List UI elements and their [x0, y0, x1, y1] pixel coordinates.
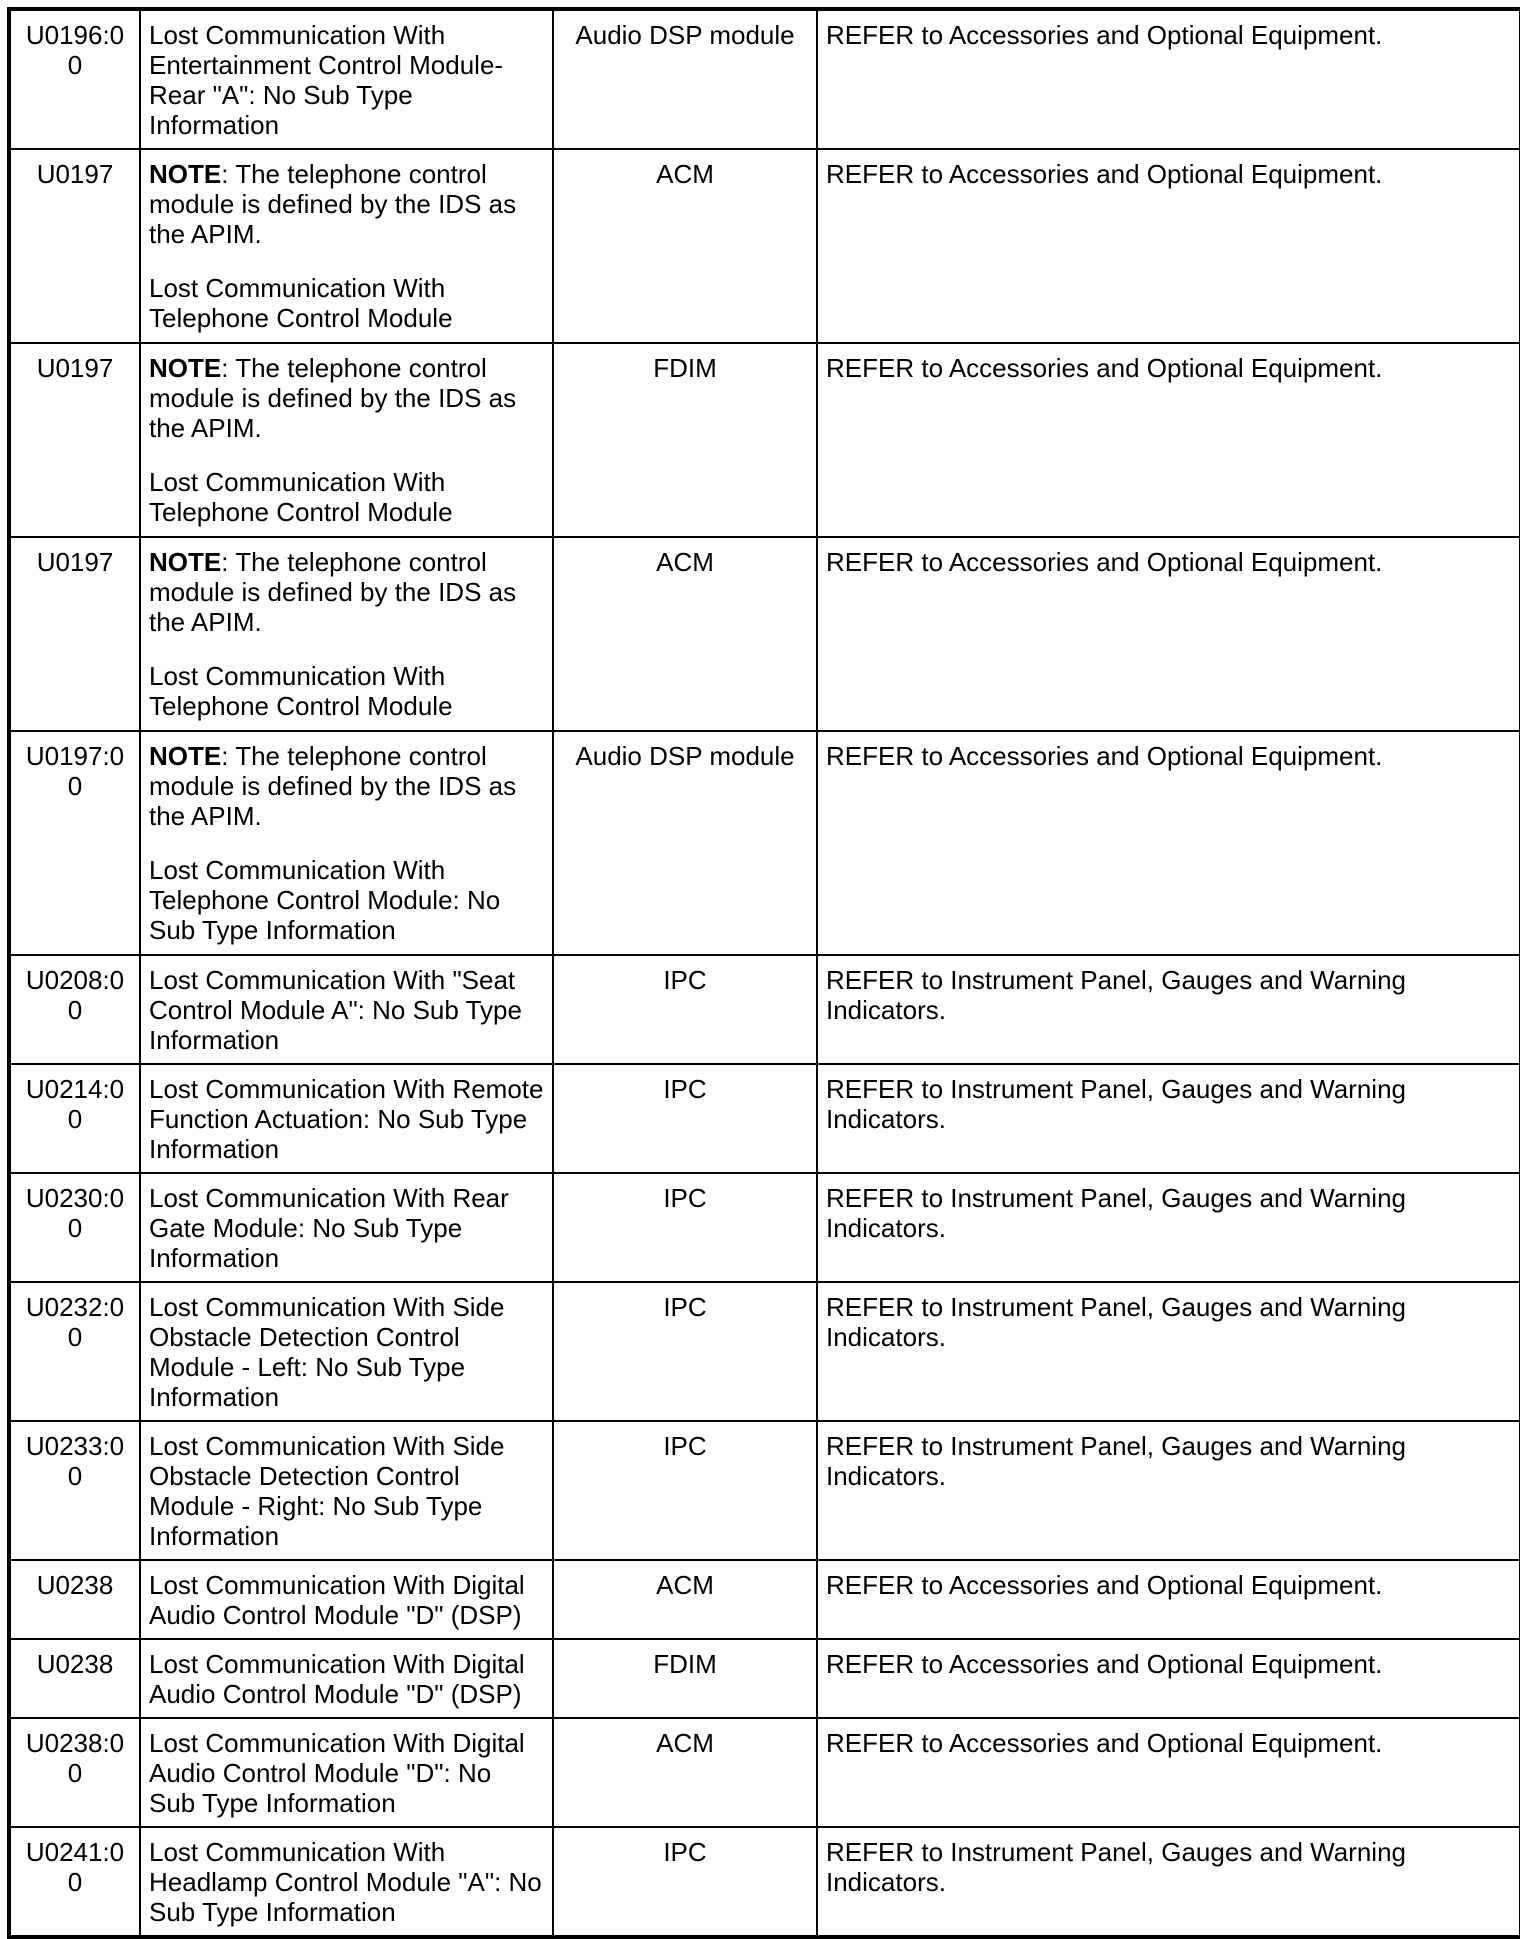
dtc-description-cell: Lost Communication With "Seat Control Module A": No Sub Type Information — [140, 955, 553, 1064]
dtc-action-cell: REFER to Accessories and Optional Equipment. — [817, 1718, 1520, 1827]
table-row — [9, 1827, 1520, 1937]
dtc-description-cell — [140, 731, 553, 955]
table-row — [9, 1421, 1520, 1560]
dtc-module-cell: ACM — [553, 149, 817, 343]
dtc-description-cell: Lost Communication With Side Obstacle Detection Control Module - Left: No Sub Type Information — [140, 1282, 553, 1421]
dtc-code-cell: U0238 — [9, 1560, 140, 1639]
dtc-action-cell: REFER to Accessories and Optional Equipment. — [817, 1560, 1520, 1639]
dtc-module-cell: IPC — [553, 1421, 817, 1560]
dtc-description-text: Lost Communication With Telephone Control Module: No Sub Type Information — [149, 855, 501, 945]
dtc-description-cell: Lost Communication With Digital Audio Control Module "D" (DSP) — [140, 1560, 553, 1639]
dtc-module-cell: IPC — [553, 1173, 817, 1282]
table-row — [9, 1639, 1520, 1718]
dtc-module-cell: ACM — [553, 1560, 817, 1639]
note-paragraph: NOTE: The telephone control module is defined by the IDS as the APIM. — [149, 547, 517, 637]
dtc-module-cell: IPC — [553, 955, 817, 1064]
dtc-action-cell: REFER to Instrument Panel, Gauges and Warning Indicators. — [817, 1282, 1520, 1421]
table-row — [9, 1064, 1520, 1173]
dtc-code-cell: U0241:00 — [9, 1827, 140, 1937]
dtc-code-cell: U0238 — [9, 1639, 140, 1718]
note-label: NOTE — [149, 159, 222, 189]
dtc-action-cell: REFER to Accessories and Optional Equipment. — [817, 731, 1520, 955]
table-row — [9, 955, 1520, 1064]
dtc-code-cell: U0232:00 — [9, 1282, 140, 1421]
note-paragraph: NOTE: The telephone control module is defined by the IDS as the APIM. — [149, 353, 517, 443]
dtc-code-cell: U0208:00 — [9, 955, 140, 1064]
note-label: NOTE — [149, 741, 222, 771]
dtc-module-cell: IPC — [553, 1282, 817, 1421]
dtc-table-body — [9, 9, 1520, 1937]
dtc-module-cell: FDIM — [553, 1639, 817, 1718]
table-row — [9, 1173, 1520, 1282]
dtc-code-cell: U0196:00 — [9, 9, 140, 149]
dtc-action-cell: REFER to Accessories and Optional Equipment. — [817, 343, 1520, 537]
dtc-code-cell: U0197 — [9, 537, 140, 731]
dtc-description-text: Lost Communication With Telephone Control Module — [149, 467, 453, 527]
dtc-module-cell: ACM — [553, 1718, 817, 1827]
dtc-description-cell: Lost Communication With Entertainment Control Module-Rear "A": No Sub Type Information — [140, 9, 553, 149]
dtc-description-cell: Lost Communication With Remote Function Actuation: No Sub Type Information — [140, 1064, 553, 1173]
table-row — [9, 9, 1520, 149]
table-row — [9, 1282, 1520, 1421]
dtc-description-cell — [140, 149, 553, 343]
dtc-action-cell: REFER to Instrument Panel, Gauges and Warning Indicators. — [817, 1173, 1520, 1282]
table-row — [9, 1718, 1520, 1827]
table-row — [9, 537, 1520, 731]
dtc-action-cell: REFER to Instrument Panel, Gauges and Warning Indicators. — [817, 1064, 1520, 1173]
note-label: NOTE — [149, 547, 222, 577]
table-row — [9, 1560, 1520, 1639]
note-text: The telephone control module is defined by the IDS as the APIM. — [149, 741, 517, 831]
dtc-module-cell: ACM — [553, 537, 817, 731]
dtc-module-cell: FDIM — [553, 343, 817, 537]
dtc-code-cell: U0197:00 — [9, 731, 140, 955]
dtc-action-cell: REFER to Accessories and Optional Equipment. — [817, 149, 1520, 343]
dtc-action-cell: REFER to Accessories and Optional Equipment. — [817, 537, 1520, 731]
dtc-table — [7, 7, 1520, 1939]
dtc-module-cell: Audio DSP module — [553, 9, 817, 149]
note-paragraph: NOTE: The telephone control module is defined by the IDS as the APIM. — [149, 159, 517, 249]
note-text: The telephone control module is defined by the IDS as the APIM. — [149, 159, 517, 249]
dtc-action-cell: REFER to Instrument Panel, Gauges and Warning Indicators. — [817, 1827, 1520, 1937]
dtc-description-cell: Lost Communication With Rear Gate Module: No Sub Type Information — [140, 1173, 553, 1282]
dtc-description-cell: Lost Communication With Headlamp Control Module "A": No Sub Type Information — [140, 1827, 553, 1937]
note-text: The telephone control module is defined by the IDS as the APIM. — [149, 547, 517, 637]
note-paragraph: NOTE: The telephone control module is defined by the IDS as the APIM. — [149, 741, 517, 831]
dtc-code-cell: U0214:00 — [9, 1064, 140, 1173]
dtc-action-cell: REFER to Instrument Panel, Gauges and Warning Indicators. — [817, 955, 1520, 1064]
dtc-code-cell: U0238:00 — [9, 1718, 140, 1827]
dtc-description-cell: Lost Communication With Side Obstacle Detection Control Module - Right: No Sub Type Information — [140, 1421, 553, 1560]
dtc-module-cell: IPC — [553, 1064, 817, 1173]
table-row — [9, 343, 1520, 537]
dtc-action-cell: REFER to Accessories and Optional Equipment. — [817, 9, 1520, 149]
dtc-description-text: Lost Communication With Telephone Control Module — [149, 273, 453, 333]
dtc-action-cell: REFER to Accessories and Optional Equipment. — [817, 1639, 1520, 1718]
dtc-module-cell: Audio DSP module — [553, 731, 817, 955]
dtc-description-cell: Lost Communication With Digital Audio Control Module "D" (DSP) — [140, 1639, 553, 1718]
dtc-code-cell: U0233:00 — [9, 1421, 140, 1560]
dtc-description-cell: Lost Communication With Digital Audio Control Module "D": No Sub Type Information — [140, 1718, 553, 1827]
dtc-code-cell: U0197 — [9, 149, 140, 343]
dtc-code-cell: U0230:00 — [9, 1173, 140, 1282]
table-row — [9, 149, 1520, 343]
dtc-action-cell: REFER to Instrument Panel, Gauges and Warning Indicators. — [817, 1421, 1520, 1560]
dtc-module-cell: IPC — [553, 1827, 817, 1937]
note-text: The telephone control module is defined by the IDS as the APIM. — [149, 353, 517, 443]
dtc-description-text: Lost Communication With Telephone Control Module — [149, 661, 453, 721]
dtc-description-cell — [140, 537, 553, 731]
note-label: NOTE — [149, 353, 222, 383]
dtc-code-cell: U0197 — [9, 343, 140, 537]
table-row — [9, 731, 1520, 955]
dtc-description-cell — [140, 343, 553, 537]
